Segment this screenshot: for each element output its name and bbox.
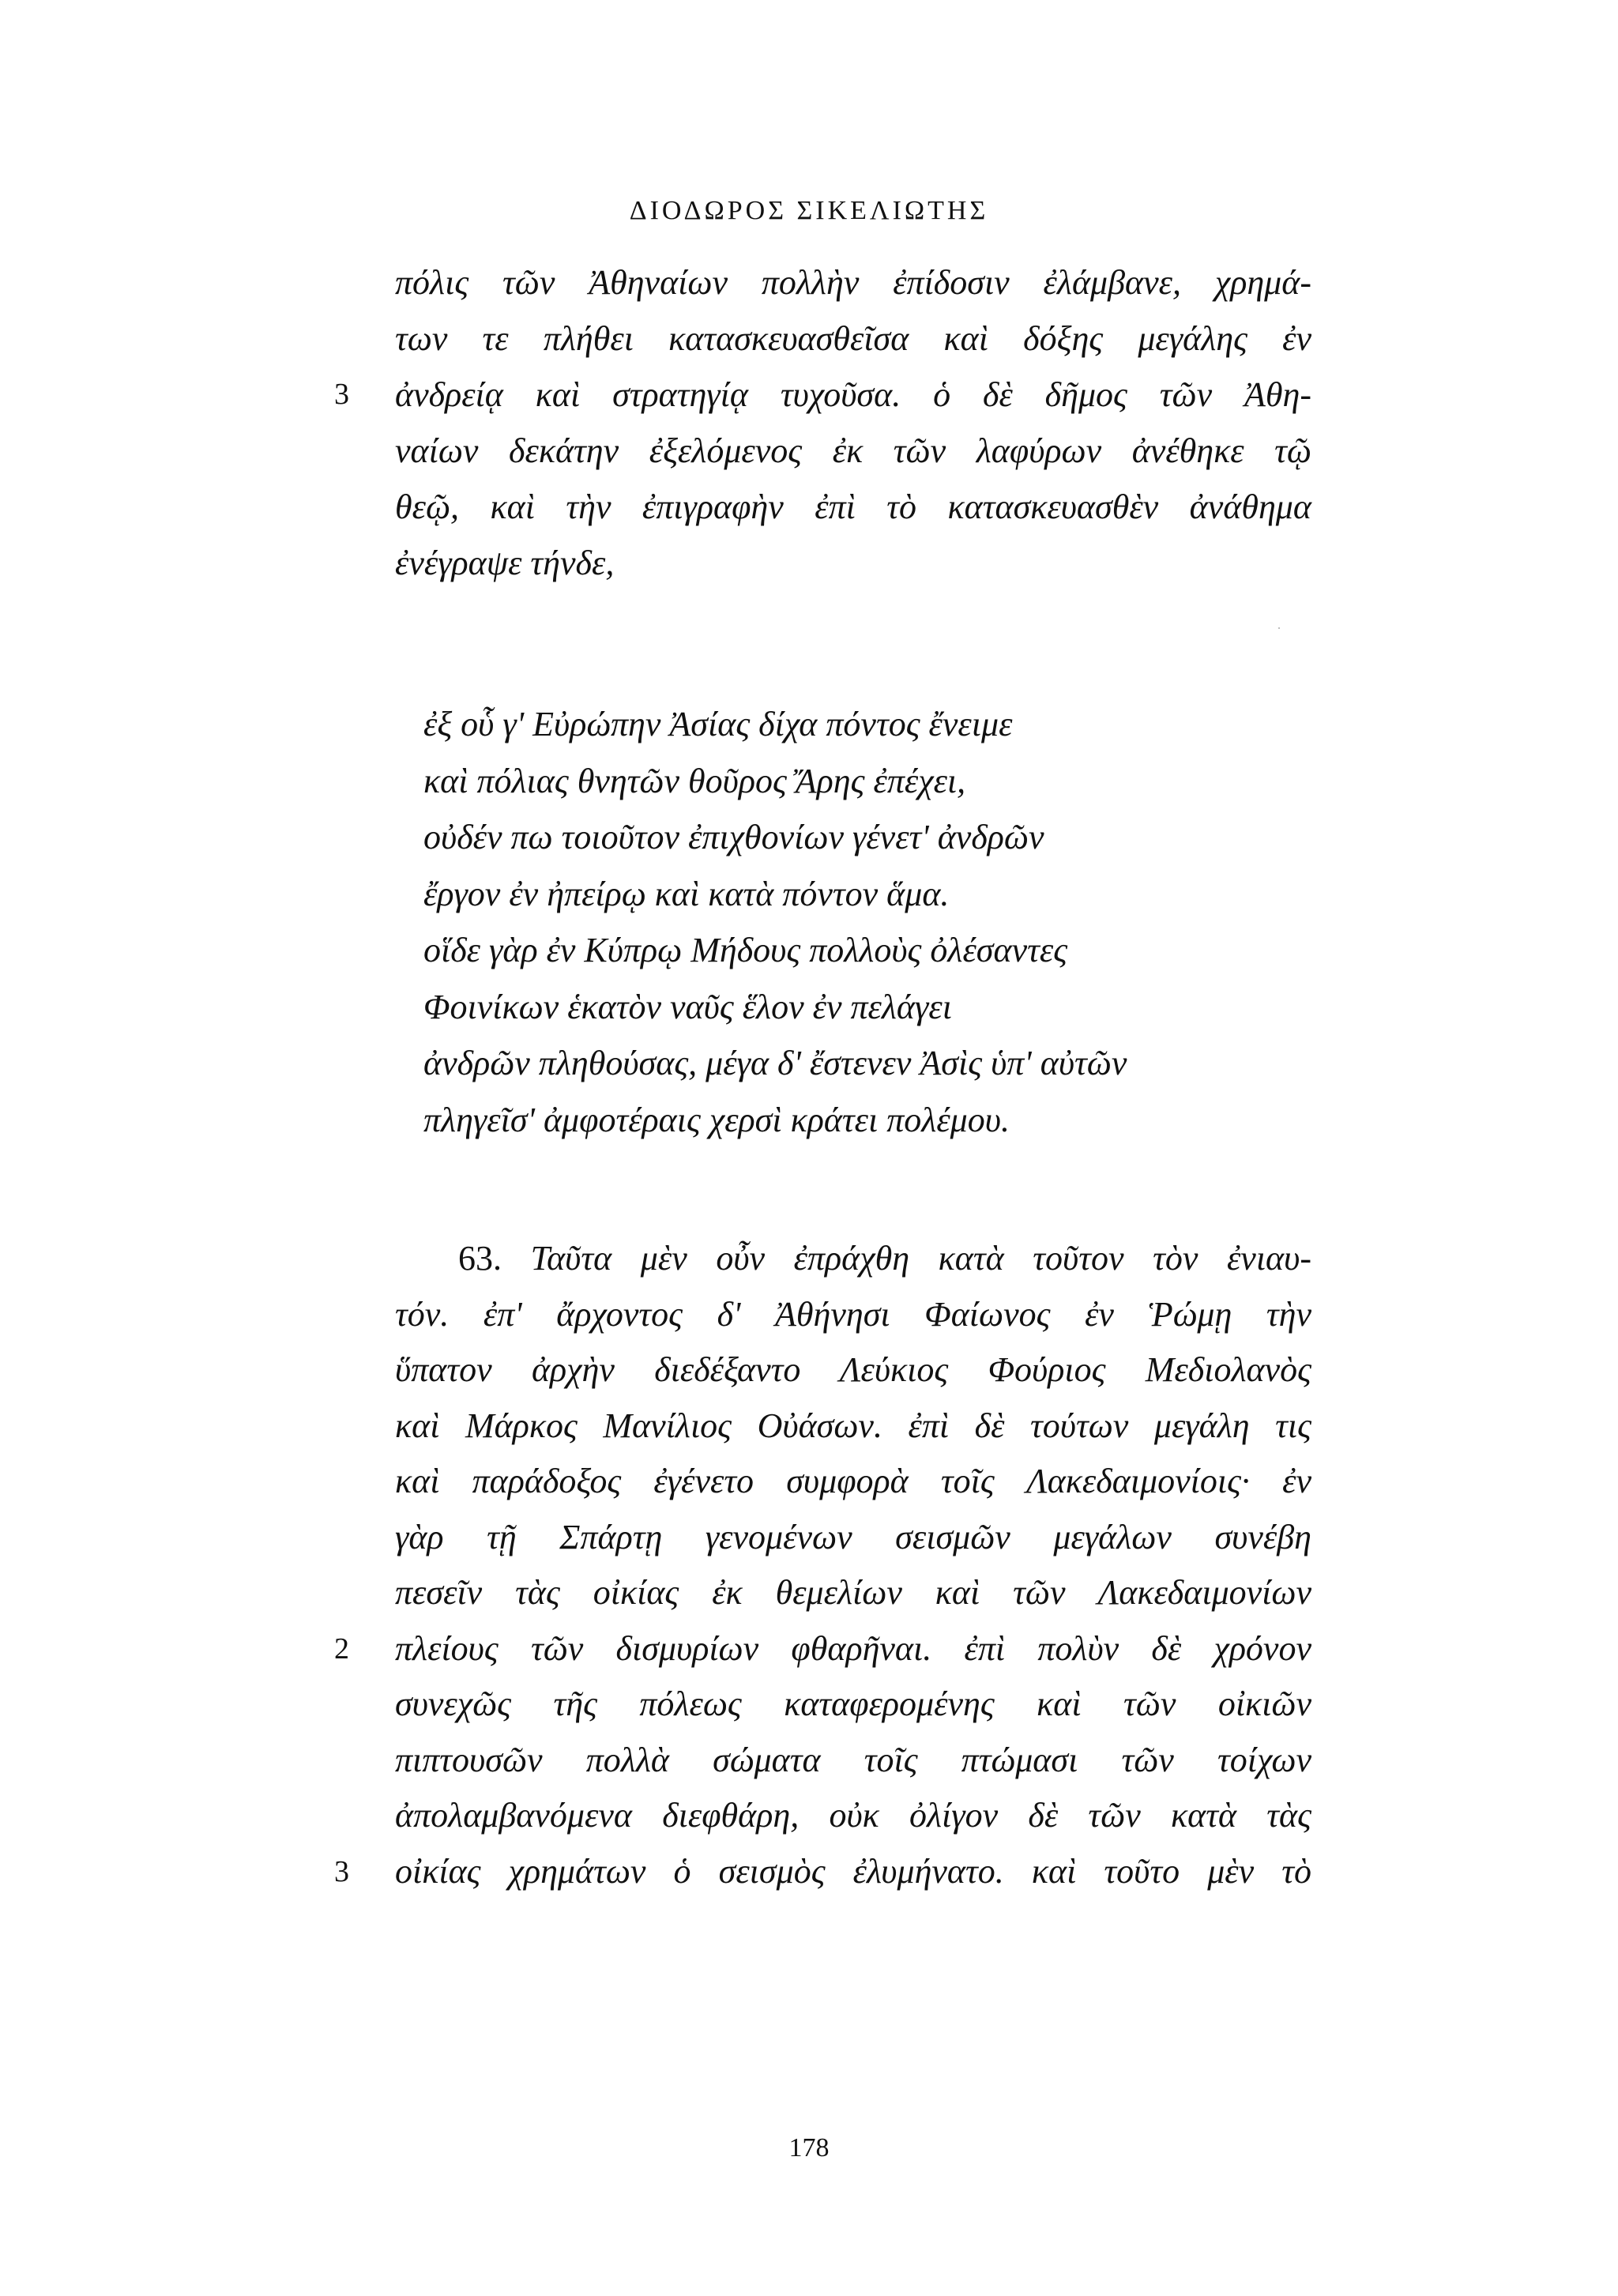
line-text: θεῷ, καὶ τὴν ἐπιγραφὴν ἐπὶ τὸ κατασκευασθὲν ἀνάθημα bbox=[395, 487, 1311, 526]
line-text: γὰρ τῇ Σπάρτῃ γενομένων σεισμῶν μεγάλων συνέβη bbox=[395, 1517, 1311, 1556]
margin-number: 3 bbox=[334, 378, 349, 411]
verse-line: ἐξ οὗ γ' Εὐρώπην Ἀσίας δίχα πόντος ἔνειμε bbox=[423, 705, 1013, 743]
line-text: ἐνέγραψε τήνδε, bbox=[395, 544, 615, 582]
line-text: ἀνδρείᾳ καὶ στρατηγίᾳ τυχοῦσα. ὁ δὲ δῆμος τῶν Ἀθη- bbox=[395, 375, 1311, 414]
line-text: πεσεῖν τὰς οἰκίας ἐκ θεμελίων καὶ τῶν Λακεδαιμονίων bbox=[395, 1573, 1311, 1612]
line-text: τόν. ἐπ' ἄρχοντος δ' Ἀθήνησι Φαίωνος ἐν Ῥώμῃ τὴν bbox=[395, 1294, 1311, 1334]
paper-speck bbox=[1278, 627, 1280, 629]
verse-epigram bbox=[423, 696, 1340, 1148]
line-text: ἀπολαμβανόμενα διεφθάρη, οὐκ ὀλίγον δὲ τῶν κατὰ τὰς bbox=[395, 1796, 1311, 1835]
text-line bbox=[334, 1844, 1311, 1900]
text-line bbox=[395, 311, 1311, 367]
text-line bbox=[334, 367, 1311, 423]
line-text: πλείους τῶν δισμυρίων φθαρῆναι. ἐπὶ πολὺν δὲ χρόνον bbox=[395, 1628, 1311, 1668]
line-text: συνεχῶς τῆς πόλεως καταφερομένης καὶ τῶν οἰκιῶν bbox=[395, 1684, 1311, 1723]
text-line bbox=[334, 1621, 1311, 1677]
line-text: πιπτουσῶν πολλὰ σώματα τοῖς πτώμασι τῶν τοίχων bbox=[395, 1740, 1311, 1779]
text-line bbox=[395, 535, 1311, 591]
text-line bbox=[395, 423, 1311, 479]
margin-number: 2 bbox=[334, 1632, 349, 1666]
line-text: ναίων δεκάτην ἐξελόμενος ἐκ τῶν λαφύρων ἀνέθηκε τῷ bbox=[395, 431, 1311, 470]
verse-line: ἔργον ἐν ἠπείρῳ καὶ κατὰ πόντον ἅμα. bbox=[423, 874, 950, 913]
line-text: ὕπατον ἀρχὴν διεδέξαντο Λεύκιος Φούριος Μεδιολανὸς bbox=[395, 1350, 1311, 1389]
text-line bbox=[395, 1733, 1311, 1789]
line-text: οἰκίας χρημάτων ὁ σεισμὸς ἐλυμήνατο. καὶ τοῦτο μὲν τὸ bbox=[395, 1851, 1311, 1891]
prose-block-1 bbox=[334, 254, 1311, 591]
verse-line: καὶ πόλιας θνητῶν θοῦρος Ἄρης ἐπέχει, bbox=[423, 761, 966, 800]
text-line bbox=[395, 1677, 1311, 1733]
section-number: 63. bbox=[458, 1239, 502, 1278]
line-text: Ταῦτα μὲν οὖν ἐπράχθη κατὰ τοῦτον τὸν ἐνιαυ- bbox=[530, 1239, 1311, 1278]
text-line bbox=[395, 1454, 1311, 1510]
page-number: 178 bbox=[788, 2133, 830, 2162]
text-line bbox=[395, 1398, 1311, 1455]
text-line bbox=[395, 479, 1311, 535]
text-line bbox=[395, 1510, 1311, 1566]
text-line bbox=[395, 1231, 1311, 1287]
running-head: ΔΙΟΔΩΡΟΣ ΣΙΚΕΛΙΩΤΗΣ bbox=[629, 196, 989, 225]
verse-line: πληγεῖσ' ἀμφοτέραις χερσὶ κράτει πολέμου. bbox=[423, 1100, 1010, 1139]
text-line bbox=[395, 1565, 1311, 1621]
text-line bbox=[395, 1788, 1311, 1844]
verse-line: οἵδε γὰρ ἐν Κύπρῳ Μήδους πολλοὺς ὀλέσαντες bbox=[423, 931, 1068, 969]
verse-line: Φοινίκων ἑκατὸν ναῦς ἕλον ἐν πελάγει bbox=[423, 987, 952, 1026]
prose-block-2 bbox=[334, 1231, 1311, 1899]
text-line bbox=[395, 1287, 1311, 1343]
text-line bbox=[395, 254, 1311, 311]
text-line bbox=[395, 1342, 1311, 1398]
margin-number: 3 bbox=[334, 1854, 349, 1888]
line-text: καὶ παράδοξος ἐγένετο συμφορὰ τοῖς Λακεδαιμονίοις· ἐν bbox=[395, 1462, 1311, 1500]
line-text: των τε πλήθει κατασκευασθεῖσα καὶ δόξης μεγάλης ἐν bbox=[395, 319, 1311, 358]
line-text: καὶ Μάρκος Μανίλιος Οὐάσων. ἐπὶ δὲ τούτων μεγάλη τις bbox=[395, 1406, 1311, 1445]
verse-line: ἀνδρῶν πληθούσας, μέγα δ' ἔστενεν Ἀσὶς ὑπ' αὐτῶν bbox=[423, 1044, 1127, 1082]
verse-line: οὐδέν πω τοιοῦτον ἐπιχθονίων γένετ' ἀνδρῶν bbox=[423, 818, 1044, 856]
line-text: πόλις τῶν Ἀθηναίων πολλὴν ἐπίδοσιν ἐλάμβανε, χρημά- bbox=[395, 263, 1311, 302]
